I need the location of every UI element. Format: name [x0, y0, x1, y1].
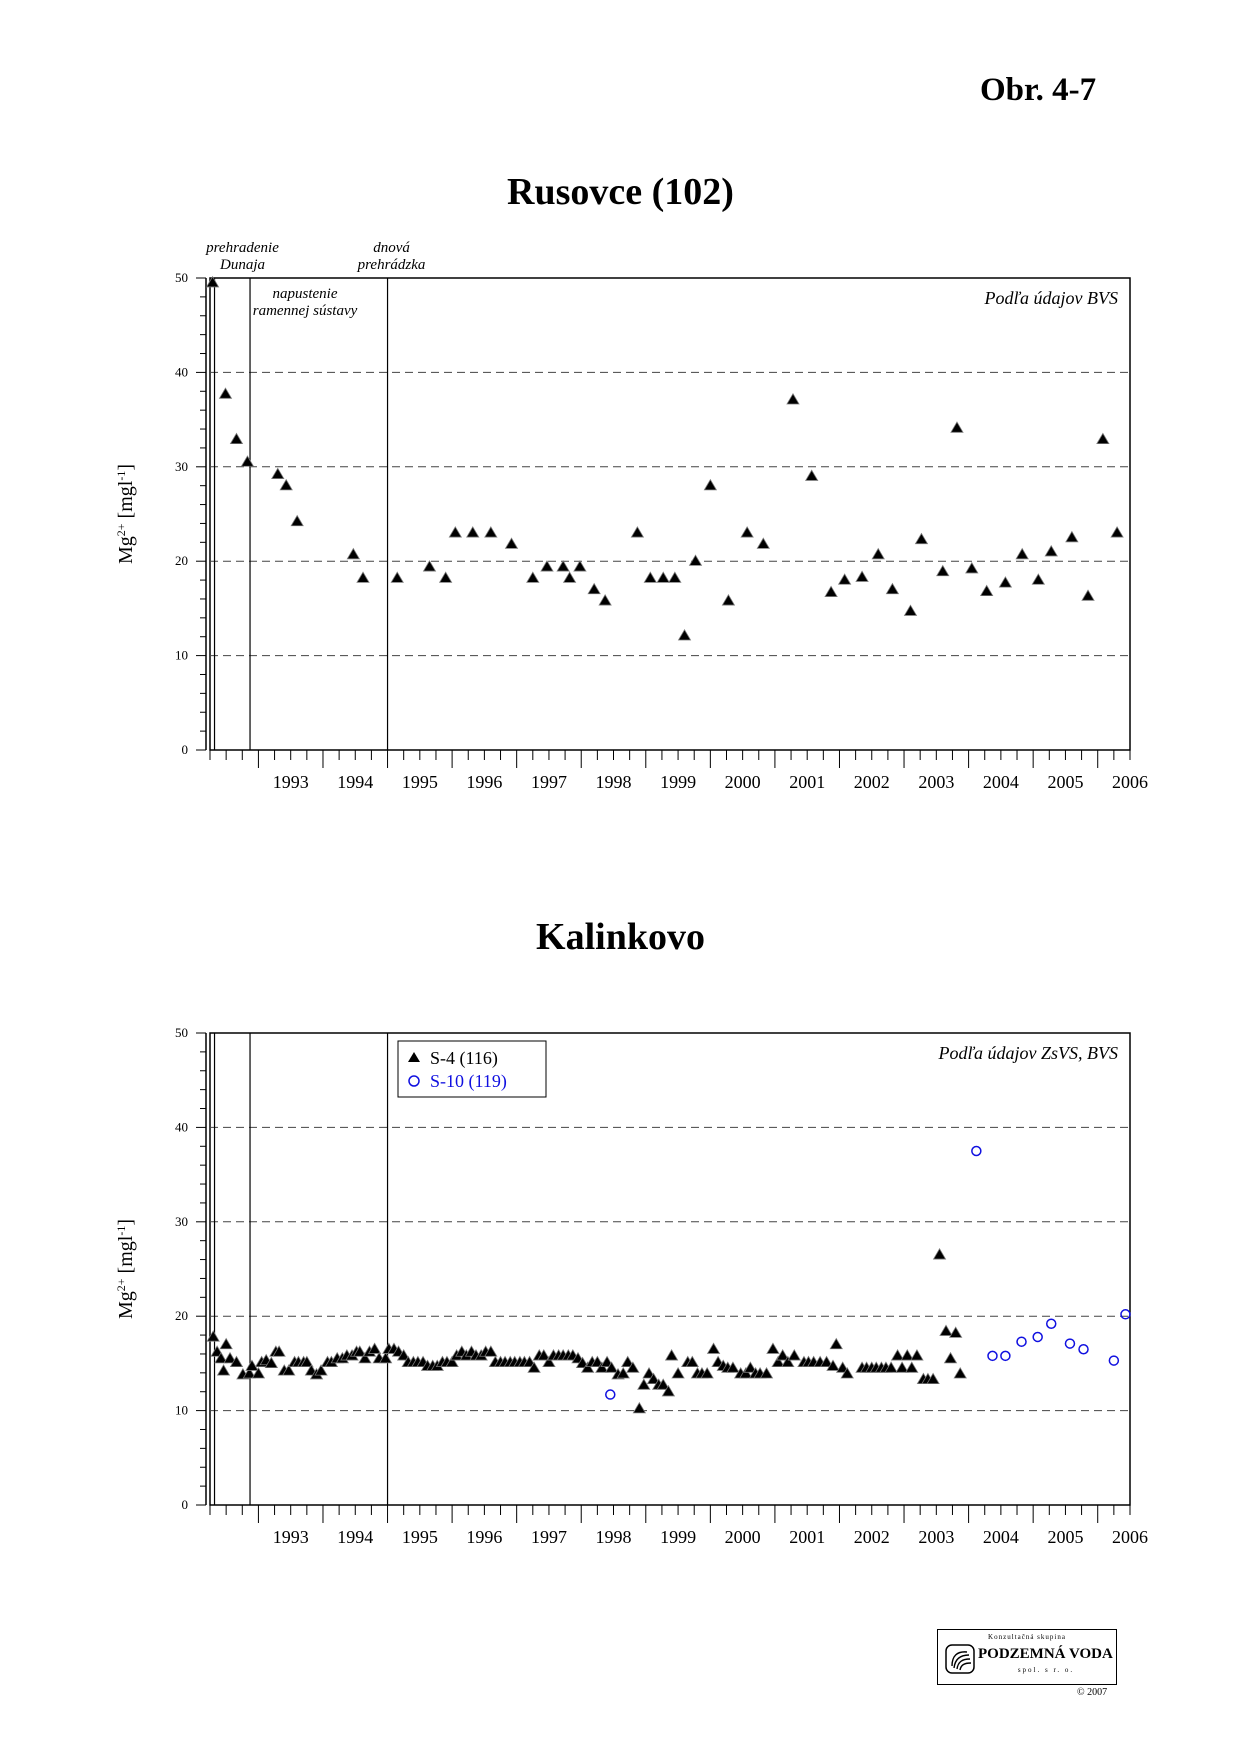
data-point-triangle: [527, 572, 539, 582]
x-tick-label: 2002: [853, 1527, 890, 1547]
data-point-triangle: [666, 1350, 678, 1360]
data-point-triangle: [981, 585, 993, 595]
x-tick-label: 2005: [1047, 1527, 1084, 1547]
data-point-triangle: [806, 470, 818, 480]
x-tick-label: 1998: [595, 1527, 632, 1547]
data-point-triangle: [564, 572, 576, 582]
x-tick-label: 2006: [1112, 1527, 1148, 1547]
data-point-circle: [1033, 1332, 1042, 1341]
data-point-triangle: [657, 572, 669, 582]
data-point-triangle: [230, 433, 242, 443]
x-tick-label: 1994: [337, 1527, 374, 1547]
data-point-triangle: [690, 555, 702, 565]
figure-label: Obr. 4-7: [980, 72, 1097, 108]
data-point-triangle: [424, 561, 436, 571]
data-point-triangle: [679, 630, 691, 640]
data-point-triangle: [218, 1365, 230, 1375]
data-point-triangle: [757, 538, 769, 548]
data-point-triangle: [708, 1343, 720, 1353]
data-point-triangle: [937, 566, 949, 576]
x-tick-label: 1995: [401, 772, 438, 792]
source-note: Podľa údajov BVS: [984, 288, 1118, 308]
data-point-triangle: [839, 574, 851, 584]
data-point-circle: [1121, 1310, 1130, 1319]
data-point-circle: [1017, 1337, 1026, 1346]
data-point-triangle: [915, 533, 927, 543]
event-annotation: ramennej sústavy: [252, 303, 358, 319]
data-point-triangle: [485, 527, 497, 537]
data-point-triangle: [644, 572, 656, 582]
data-point-triangle: [934, 1249, 946, 1259]
data-point-triangle: [950, 1327, 962, 1337]
x-tick-label: 1993: [272, 1527, 309, 1547]
x-tick-label: 1993: [272, 772, 309, 792]
y-tick-label: 0: [181, 1497, 188, 1512]
company-logo: [937, 1629, 1117, 1685]
data-point-triangle: [291, 516, 303, 526]
data-point-triangle: [999, 577, 1011, 587]
data-point-triangle: [557, 561, 569, 571]
event-annotation: napustenie: [272, 286, 338, 302]
logo-mark-icon: [945, 1644, 975, 1674]
y-tick-label: 20: [175, 553, 188, 569]
data-point-triangle: [1032, 574, 1044, 584]
plot-frame: [210, 1033, 1130, 1505]
data-point-triangle: [1111, 527, 1123, 537]
logo-small-text: Konzultačná skupina: [988, 1633, 1066, 1641]
data-point-circle: [1079, 1345, 1088, 1354]
series-1: [207, 277, 1124, 640]
x-tick-label: 2000: [724, 772, 761, 792]
chart-rusovce: [0, 230, 1241, 810]
y-tick-label: 50: [175, 270, 188, 285]
series-2: [606, 1147, 1130, 1400]
data-point-triangle: [574, 561, 586, 571]
data-point-triangle: [966, 563, 978, 573]
data-point-triangle: [541, 561, 553, 571]
data-point-triangle: [830, 1339, 842, 1349]
data-point-triangle: [872, 549, 884, 559]
data-point-triangle: [940, 1325, 952, 1335]
y-tick-label: 40: [175, 1119, 188, 1135]
x-tick-label: 2001: [789, 772, 826, 792]
x-tick-label: 1997: [530, 772, 567, 792]
x-tick-label: 1995: [401, 1527, 438, 1547]
y-tick-label: 10: [175, 647, 188, 663]
x-tick-label: 1999: [660, 1527, 697, 1547]
x-tick-label: 2003: [918, 772, 955, 792]
data-point-circle: [1001, 1351, 1010, 1360]
y-axis-label: $Mg^{2+}$ [mgl$^{-1}$]: [114, 463, 137, 565]
y-tick-label: 40: [175, 364, 188, 380]
data-point-triangle: [954, 1368, 966, 1378]
data-point-triangle: [449, 527, 461, 537]
legend-label: S-10 (119): [430, 1071, 507, 1091]
x-tick-label: 1994: [337, 772, 374, 792]
data-point-triangle: [788, 1350, 800, 1360]
data-point-triangle: [207, 1331, 219, 1341]
data-point-triangle: [741, 527, 753, 537]
x-tick-label: 2004: [982, 1527, 1019, 1547]
series-1: [207, 1249, 966, 1413]
x-tick-label: 2002: [853, 772, 890, 792]
logo-company-name: PODZEMNÁ VODA: [978, 1646, 1113, 1662]
data-point-triangle: [856, 571, 868, 581]
data-point-triangle: [440, 572, 452, 582]
data-point-circle: [1065, 1339, 1074, 1348]
data-point-triangle: [467, 527, 479, 537]
x-tick-label: 1996: [466, 772, 503, 792]
copyright-text: © 2007: [1077, 1687, 1108, 1698]
data-point-triangle: [1045, 546, 1057, 556]
x-tick-label: 1996: [466, 1527, 503, 1547]
data-point-triangle: [1016, 549, 1028, 559]
data-point-triangle: [631, 527, 643, 537]
data-point-circle: [1047, 1319, 1056, 1328]
data-point-triangle: [825, 586, 837, 596]
data-point-triangle: [1097, 433, 1109, 443]
data-point-triangle: [272, 468, 284, 478]
data-point-triangle: [787, 394, 799, 404]
data-point-triangle: [906, 1362, 918, 1372]
data-point-triangle: [886, 584, 898, 594]
data-point-triangle: [669, 572, 681, 582]
x-tick-label: 2006: [1112, 772, 1148, 792]
x-tick-label: 2000: [724, 1527, 761, 1547]
event-annotation: prehrádzka: [357, 257, 426, 273]
data-point-triangle: [1066, 532, 1078, 542]
y-tick-label: 10: [175, 1402, 188, 1418]
x-tick-label: 1998: [595, 772, 632, 792]
chart-title-rusovce: Rusovce (102): [507, 171, 734, 213]
source-note: Podľa údajov ZsVS, BVS: [938, 1043, 1118, 1063]
data-point-triangle: [599, 595, 611, 605]
data-point-triangle: [391, 572, 403, 582]
y-tick-label: 30: [175, 458, 188, 474]
y-tick-label: 0: [181, 742, 188, 757]
data-point-triangle: [241, 456, 253, 466]
event-annotation: prehradenie: [206, 240, 279, 256]
data-point-triangle: [219, 388, 231, 398]
data-point-triangle: [280, 480, 292, 490]
data-point-triangle: [1082, 590, 1094, 600]
data-point-triangle: [951, 422, 963, 432]
event-annotation: dnová: [373, 240, 410, 256]
data-point-triangle: [911, 1350, 923, 1360]
x-tick-label: 1997: [530, 1527, 567, 1547]
data-point-circle: [1109, 1356, 1118, 1365]
data-point-triangle: [633, 1403, 645, 1413]
data-point-triangle: [945, 1353, 957, 1363]
data-point-triangle: [638, 1379, 650, 1389]
x-tick-label: 2005: [1047, 772, 1084, 792]
data-point-triangle: [722, 595, 734, 605]
data-point-triangle: [904, 605, 916, 615]
logo-company-suffix: spol. s r. o.: [1017, 1666, 1075, 1674]
chart-kalinkovo: [0, 985, 1241, 1565]
data-point-triangle: [767, 1343, 779, 1353]
plot-frame: [210, 278, 1130, 750]
data-point-circle: [972, 1147, 981, 1156]
data-point-triangle: [357, 572, 369, 582]
data-point-triangle: [672, 1368, 684, 1378]
data-point-triangle: [506, 538, 518, 548]
data-point-triangle: [220, 1339, 232, 1349]
y-tick-label: 30: [175, 1213, 188, 1229]
x-tick-label: 2003: [918, 1527, 955, 1547]
chart-title-kalinkovo: Kalinkovo: [536, 916, 705, 958]
x-tick-label: 2004: [982, 772, 1019, 792]
data-point-circle: [988, 1351, 997, 1360]
event-annotation: Dunaja: [220, 257, 266, 273]
data-point-triangle: [588, 584, 600, 594]
data-point-circle: [606, 1390, 615, 1399]
x-tick-label: 1999: [660, 772, 697, 792]
x-tick-label: 2001: [789, 1527, 826, 1547]
data-point-triangle: [704, 480, 716, 490]
data-point-triangle: [347, 549, 359, 559]
y-tick-label: 50: [175, 1025, 188, 1040]
legend-label: S-4 (116): [430, 1048, 498, 1068]
y-axis-label: $Mg^{2+}$ [mgl$^{-1}$]: [114, 1218, 137, 1320]
y-tick-label: 20: [175, 1308, 188, 1324]
